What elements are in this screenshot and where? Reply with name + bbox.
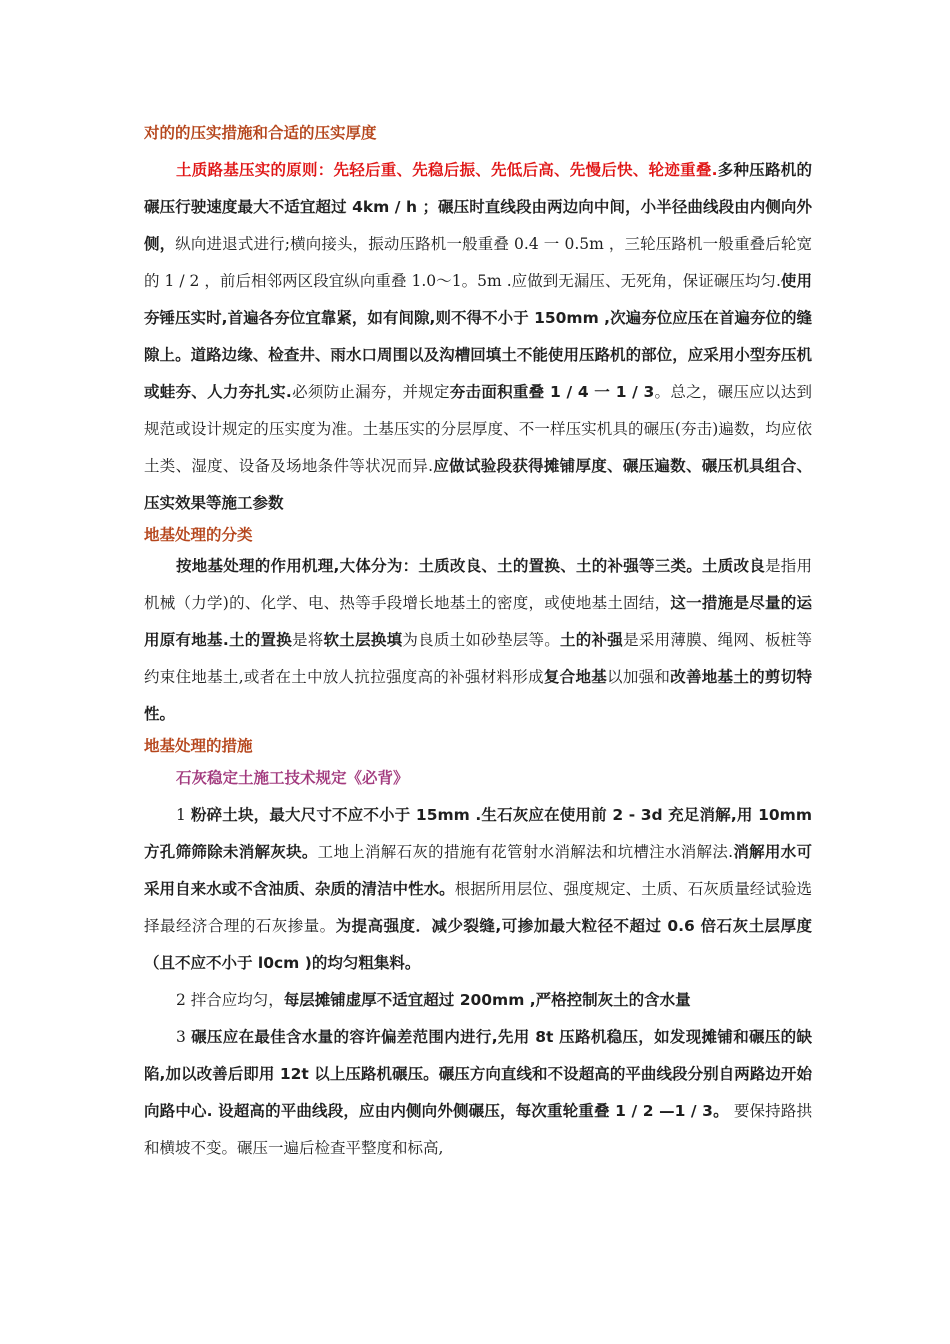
paragraph-bold-text: 软土层换填 (323, 631, 403, 649)
paragraph-text: 2 拌合应均匀， (176, 991, 284, 1009)
paragraph-bold-text: 复合地基 (543, 668, 608, 686)
paragraph-bold-text: 每层摊铺虚厚不适宜超过 200mm ,严格控制灰土的含水量 (283, 991, 691, 1009)
paragraph-bold-text: 改善地基土的剪切特性。 (144, 668, 812, 723)
document-page (144, 120, 812, 1167)
paragraph-bold-text: 应做试验段获得摊铺厚度、碾压遍数、碾压机具组合、压实效果等施工参数 (144, 457, 812, 512)
subheading-lime-stabilized-soil: 石灰稳定土施工技术规定《必背》 (176, 769, 409, 787)
paragraph-bold-text: 粉碎土块，最大尺寸不应不小于 15mm .生石灰应在使用前 2 - 3d 充足消解,用 10mm 方孔筛筛除未消解灰块。 (144, 806, 812, 861)
paragraph-bold-text: 按地基处理的作用机理,大体分为：土质改良、土的置换、土的补强等三类。土质改良 (176, 557, 765, 575)
paragraph-bold-text: 使用夯锤压实时,首遍各夯位宜靠紧，如有间隙,则不得不小于 150mm ,次遍夯位应压在首遍夯位的缝隙上。道路边缘、检查井、雨水口周围以及沟槽回填土不能使用压路机的部位，应采用小型夯压机或蛙夯、人力夯扎实. (144, 272, 812, 401)
paragraph-text: 以加强和 (607, 668, 671, 686)
section-heading-compaction: 对的的压实措施和合适的压实厚度 (144, 124, 377, 142)
item-number: 1 (176, 806, 191, 824)
paragraph-text: 是指用机械（力学)的、化学、电、热等手段增长地基土的密度，或使地基土固结， (144, 557, 812, 612)
paragraph-bold-text: 这一措施是尽量的运用原有地基.土的置换 (144, 594, 812, 649)
paragraph-text: 要保持路拱和横坡不变。碾压一遍后检查平整度和标高, (144, 1102, 812, 1157)
paragraph-text: 根据所用层位、强度规定、土质、石灰质量经试验选择最经济合理的石灰掺量。 (144, 880, 812, 935)
paragraph-text: 是采用薄膜、绳网、板桩等约束住地基土,或者在土中放人抗拉强度高的补强材料形成 (144, 631, 812, 686)
paragraph-text: 工地上消解石灰的措施有花管射水消解法和坑槽注水消解法. (317, 843, 734, 861)
paragraph-text: 纵向进退式进行;横向接头，振动压路机一般重叠 0.4 一 0.5m ，三轮压路机一般重叠后轮宽的 1 / 2 ，前后相邻两区段宜纵向重叠 1.0～1。5m .应做到无漏压、无死角，保证碾压均匀. (144, 235, 812, 290)
paragraph-item-3 (144, 1019, 812, 1167)
paragraph-bold-text: 夯击面积重叠 1 / 4 一 1 / 3 (449, 383, 655, 401)
paragraph-bold-text: 多种压路机的碾压行驶速度最大不适宜超过 4km / h ；碾压时直线段由两边向中间，小半径曲线段由内侧向外侧， (144, 161, 812, 253)
section-heading-classification: 地基处理的分类 (144, 526, 253, 544)
item-number: 3 (176, 1028, 192, 1046)
paragraph-bold-text: 为提高强度．减少裂缝,可掺加最大粒径不超过 0.6 倍石灰土层厚度（且不应不小于 l0cm )的均匀粗集料。 (144, 917, 812, 972)
paragraph-text: 为良质土如砂垫层等。 (402, 631, 561, 649)
compaction-principle-text: 土质路基压实的原则：先轻后重、先稳后振、先低后高、先慢后快、轮迹重叠. (176, 161, 718, 179)
paragraph-compaction (144, 152, 812, 522)
paragraph-item-2 (144, 982, 812, 1019)
paragraph-item-1 (144, 797, 812, 982)
paragraph-bold-text: 消解用水可采用自来水或不含油质、杂质的清洁中性水。 (144, 843, 812, 898)
section-heading-methods: 地基处理的措施 (144, 737, 253, 755)
paragraph-text: 是将 (292, 631, 324, 649)
paragraph-bold-text: 土的补强 (560, 631, 624, 649)
paragraph-text: 必须防止漏夯，并规定 (291, 383, 450, 401)
paragraph-text: 。总之，碾压应以达到规范或设计规定的压实度为准。土基压实的分层厚度、不一样压实机具的碾压(夯击)遍数，均应依土类、湿度、设备及场地条件等状况而异. (144, 383, 812, 475)
paragraph-bold-text: 碾压应在最佳含水量的容许偏差范围内进行,先用 8t 压路机稳压，如发现摊铺和碾压的缺陷,加以改善后即用 12t 以上压路机碾压。碾压方向直线和不设超高的平曲线段分别自两路边开始向路中心. 设超高的平曲线段，应由内侧向外侧碾压，每次重轮重叠 1 / 2 —1 / 3。 (144, 1028, 812, 1120)
paragraph-classification (144, 548, 812, 733)
